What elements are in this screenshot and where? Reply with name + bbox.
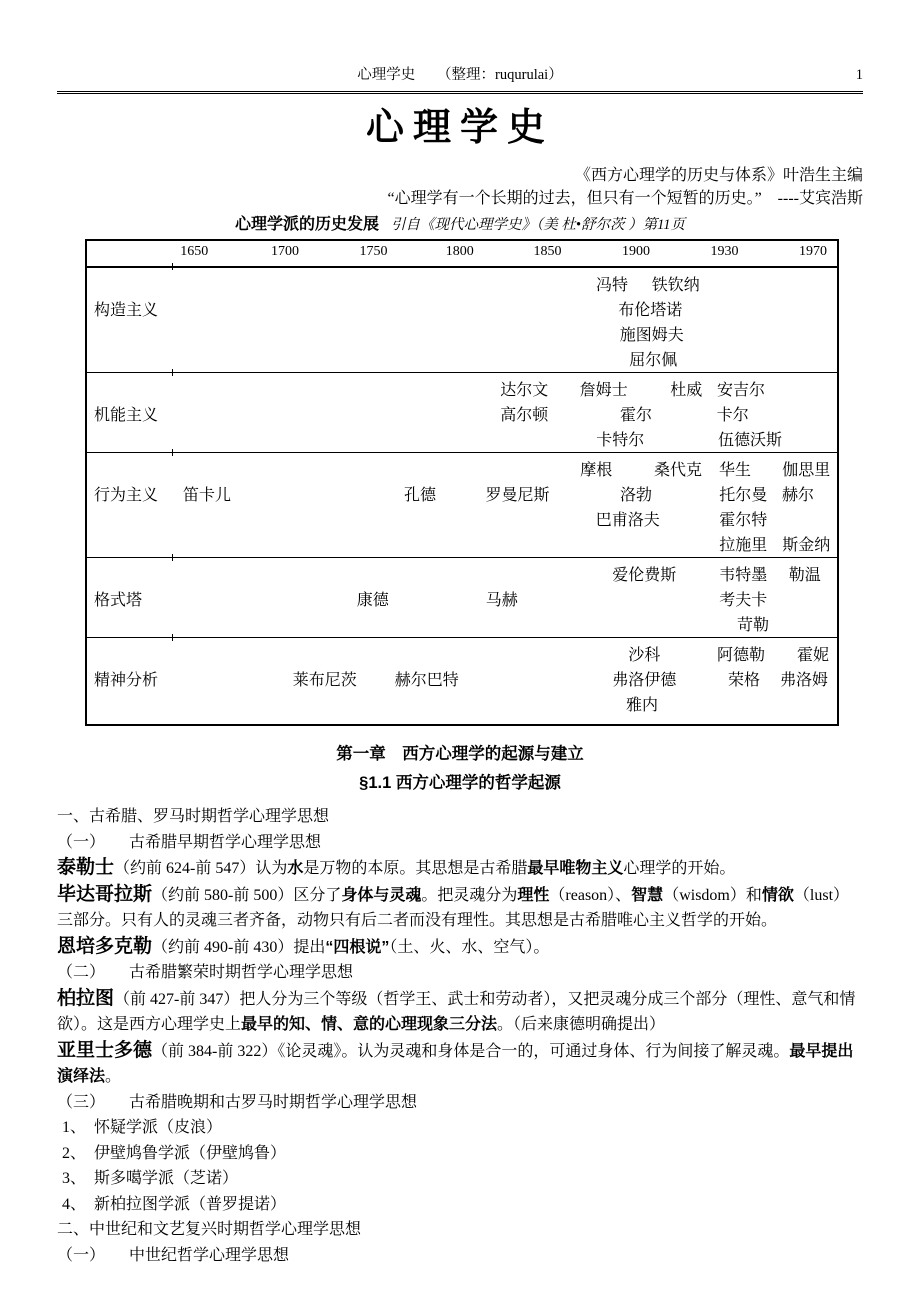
- psychologist-name: 苛勒: [736, 617, 770, 634]
- text-segment: “四根说”: [325, 938, 390, 956]
- text-segment: 心理学的开始。: [623, 860, 736, 877]
- timeline-line: [87, 505, 837, 530]
- year-label: 1850: [533, 244, 562, 259]
- timeline-line: [87, 425, 837, 450]
- text-segment: 2、 伊壁鸠鲁学派（伊壁鸠鲁）: [62, 1144, 287, 1162]
- psychologist-name: 卡特尔: [596, 432, 645, 449]
- psychologist-name: 霍妮: [796, 647, 830, 664]
- paragraph: [57, 1038, 863, 1090]
- body-text: [57, 804, 863, 1268]
- document-title: 心理学史: [365, 104, 554, 149]
- text-segment: （一） 中世纪哲学心理学思想: [57, 1246, 290, 1264]
- timeline-table: [85, 239, 839, 726]
- timeline-line: [87, 400, 837, 425]
- paragraph: [57, 960, 863, 986]
- timeline-line: [87, 295, 837, 320]
- year-label: 1930: [710, 244, 739, 259]
- psychologist-name: 弗洛伊德: [612, 672, 677, 689]
- school-label: 机能主义: [94, 407, 159, 424]
- text-segment: （lust）三部分。只有人的灵魂三者齐备，动物只有后二者而没有理性。其思想是古希腊唯心主义哲学的开始。: [57, 886, 850, 929]
- text-segment: 二、中世纪和文艺复兴时期哲学心理学思想: [57, 1221, 362, 1238]
- timeline-line: [87, 560, 837, 585]
- paragraph: [57, 1243, 863, 1269]
- psychologist-name: 雅内: [625, 697, 659, 714]
- table-caption-title: 心理学派的历史发展: [234, 216, 379, 233]
- timeline-line: [87, 665, 837, 690]
- timeline-line: [87, 610, 837, 635]
- page-number: 1: [855, 67, 863, 83]
- text-segment: 4、 新柏拉图学派（普罗提诺）: [62, 1195, 287, 1213]
- text-segment: 最早提出演绎法: [57, 1042, 854, 1085]
- header-title: 心理学史 （整理：ruqurulai）: [357, 67, 563, 83]
- text-segment: 最早的知、情、意的心理现象三分法: [241, 1016, 498, 1033]
- psychologist-name: 弗洛姆: [779, 672, 829, 689]
- psychologist-name: 莱布尼茨: [292, 672, 357, 689]
- text-segment: （前 384-前 322）《论灵魂》。认为灵魂和身体是合一的，可通过身体、行为间接了解灵魂。: [152, 1042, 790, 1060]
- text-segment: 1、 怀疑学派（皮浪）: [62, 1119, 223, 1136]
- text-segment: 智慧: [631, 886, 664, 904]
- byline: 《西方心理学的历史与体系》叶浩生主编: [574, 167, 863, 184]
- psychologist-name: 屈尔佩: [629, 352, 678, 369]
- year-label: 1800: [445, 244, 474, 259]
- person-name: 恩培多克勒: [57, 935, 153, 957]
- text-segment: 最早唯物主义: [527, 860, 624, 877]
- year-label: 1700: [271, 244, 299, 259]
- text-segment: 是万物的本原。其思想是古希腊: [303, 860, 528, 877]
- psychologist-name: 赫尔巴特: [394, 672, 459, 689]
- psychologist-name: 霍尔: [619, 407, 652, 424]
- psychologist-name: 摩根: [580, 462, 613, 479]
- psychologist-name: 霍尔特: [719, 512, 768, 529]
- paragraph: [57, 934, 863, 961]
- psychologist-name: 伽思里: [782, 462, 831, 479]
- timeline-rows: [87, 268, 837, 724]
- text-segment: 理性: [517, 886, 550, 904]
- text-segment: 。（后来康德明确提出）: [497, 1016, 666, 1033]
- text-segment: 。把灵魂分为: [421, 886, 518, 904]
- psychologist-name: 高尔顿: [500, 407, 549, 424]
- person-name: 亚里士多德: [57, 1039, 153, 1061]
- timeline-line: [87, 480, 837, 505]
- table-caption-citation: 引自《现代心理学史》（美 杜•舒尔茨 ）第11页: [391, 217, 685, 233]
- text-segment: （二） 古希腊繁荣时期哲学心理学思想: [57, 964, 354, 981]
- psychologist-name: 康德: [356, 592, 389, 609]
- paragraph: [57, 882, 863, 934]
- psychologist-name: 笛卡儿: [182, 487, 232, 504]
- epigraph-quote: “心理学有一个长期的过去，但只有一个短暂的历史。” ----艾宾浩斯: [387, 190, 863, 207]
- text-segment: 3、 斯多噶学派（芝诺）: [62, 1170, 239, 1187]
- year-label: 1970: [799, 244, 827, 259]
- timeline-line: [87, 690, 837, 715]
- paragraph: [57, 855, 863, 882]
- psychologist-name: 赫尔: [781, 487, 815, 504]
- paragraph: [57, 1217, 863, 1243]
- psychologist-name: 卡尔: [716, 407, 749, 424]
- paragraph: [57, 1192, 863, 1218]
- psychologist-name: 拉施里: [719, 537, 768, 554]
- timeline-row: [87, 372, 837, 452]
- paragraph: [57, 1166, 863, 1192]
- psychologist-name: 考夫卡: [719, 592, 768, 609]
- text-segment: （土、火、水、空气）。: [389, 938, 550, 956]
- psychologist-name: 铁钦纳: [651, 277, 700, 294]
- table-caption: [57, 214, 863, 236]
- psychologist-name: 安吉尔: [716, 382, 765, 399]
- text-segment: （wisdom）和: [663, 886, 762, 904]
- psychologist-name: 阿德勒: [716, 647, 765, 664]
- year-label: 1750: [359, 244, 388, 259]
- paragraph: [57, 986, 863, 1038]
- school-label: 精神分析: [94, 672, 159, 689]
- chapter-heading: 第一章 西方心理学的起源与建立: [336, 745, 584, 763]
- paragraph: [57, 1090, 863, 1116]
- timeline-line: [87, 530, 837, 555]
- person-name: 泰勒士: [57, 857, 115, 878]
- psychologist-name: 桑代克: [653, 462, 703, 479]
- text-segment: 。: [105, 1068, 122, 1085]
- text-segment: 水: [287, 860, 304, 877]
- timeline-years: [87, 241, 837, 268]
- paragraph: [57, 830, 863, 856]
- psychologist-name: 马赫: [485, 592, 518, 609]
- paragraph: [57, 1141, 863, 1167]
- text-segment: （前 427-前 347）把人分为三个等级（哲学王、武士和劳动者），又把灵魂分成三个部分（理性、意气和情欲）。这是西方心理学史上: [57, 990, 856, 1033]
- school-label: 构造主义: [94, 302, 159, 319]
- psychologist-name: 勒温: [788, 567, 821, 584]
- timeline-line: [87, 455, 837, 480]
- psychologist-name: 达尔文: [500, 382, 549, 399]
- text-segment: （约前 490-前 430）提出: [152, 938, 326, 956]
- text-segment: 身体与灵魂: [341, 886, 422, 904]
- psychologist-name: 罗曼尼斯: [485, 487, 550, 504]
- paragraph: [57, 1115, 863, 1141]
- psychologist-name: 韦特墨: [719, 567, 768, 584]
- person-name: 柏拉图: [57, 987, 115, 1009]
- psychologist-name: 荣格: [727, 672, 761, 689]
- psychologist-name: 斯金纳: [782, 537, 831, 554]
- timeline-line: [87, 270, 837, 295]
- school-label: 行为主义: [94, 487, 159, 504]
- timeline-row: [87, 637, 837, 724]
- year-label: 1900: [621, 244, 650, 259]
- text-segment: （reason）、: [549, 886, 632, 904]
- psychologist-name: 施图姆夫: [619, 327, 684, 344]
- text-segment: （约前 624-前 547）认为: [114, 860, 288, 877]
- timeline-line: [87, 375, 837, 400]
- text-segment: 情欲: [761, 886, 794, 904]
- psychologist-name: 布伦塔诺: [618, 302, 683, 319]
- psychologist-name: 冯特: [595, 277, 629, 294]
- person-name: 毕达哥拉斯: [57, 883, 153, 905]
- timeline-row: [87, 557, 837, 637]
- section-heading: §1.1 西方心理学的哲学起源: [359, 774, 561, 792]
- timeline-line: [87, 320, 837, 345]
- text-segment: 一、古希腊、罗马时期哲学心理学思想: [57, 808, 330, 825]
- year-label: 1650: [180, 244, 209, 259]
- text-segment: （三） 古希腊晚期和古罗马时期哲学心理学思想: [57, 1093, 418, 1111]
- timeline-row: [87, 452, 837, 557]
- text-segment: （一） 古希腊早期哲学心理学思想: [57, 833, 322, 851]
- paragraph: [57, 804, 863, 830]
- psychologist-name: 詹姆士: [579, 382, 628, 399]
- text-segment: （约前 580-前 500）区分了: [152, 886, 342, 904]
- timeline-line: [87, 585, 837, 610]
- psychologist-name: 华生: [718, 462, 752, 479]
- psychologist-name: 伍德沃斯: [717, 432, 783, 449]
- psychologist-name: 爱伦费斯: [612, 567, 677, 584]
- timeline-line: [87, 345, 837, 370]
- psychologist-name: 杜威: [670, 382, 703, 399]
- psychologist-name: 沙科: [628, 647, 661, 664]
- timeline-row: [87, 268, 837, 372]
- psychologist-name: 巴甫洛夫: [595, 512, 660, 529]
- school-label: 格式塔: [94, 592, 143, 609]
- psychologist-name: 孔德: [403, 487, 437, 504]
- psychologist-name: 洛勃: [619, 487, 652, 504]
- timeline-line: [87, 640, 837, 665]
- page-header: [57, 64, 863, 94]
- psychologist-name: 托尔曼: [719, 487, 768, 504]
